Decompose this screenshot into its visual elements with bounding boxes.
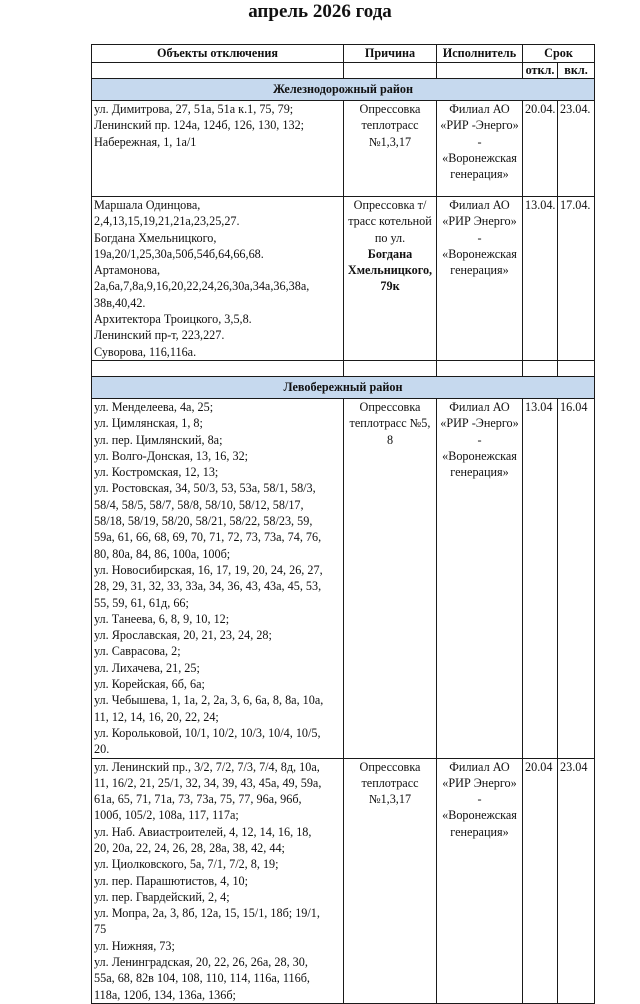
outage-schedule-table xyxy=(91,44,595,1004)
cause-line: 8 xyxy=(386,432,394,447)
off-date: 13.04. xyxy=(523,197,558,361)
header-objects: Объекты отключения xyxy=(92,45,344,63)
table-row xyxy=(92,197,595,361)
cause-line: Опрессовка xyxy=(359,399,421,414)
address-line: 2,4,13,15,19,21,21а,23,25,27. xyxy=(94,214,240,229)
address-line: 58/18, 58/19, 58/20, 58/21, 58/22, 58/23, 59, xyxy=(94,514,313,529)
executor-line: генерация» xyxy=(450,824,509,839)
cause-line: по ул. xyxy=(374,230,406,245)
header-executor: Исполнитель xyxy=(437,45,523,63)
executor-line: Филиал АО xyxy=(449,198,510,212)
address-line: 20. xyxy=(94,742,110,757)
address-line: ул. Менделеева, 4а, 25; xyxy=(94,399,214,414)
cause-line: теплотрасс xyxy=(361,118,419,133)
address-line: Богдана Хмельницкого, xyxy=(94,230,217,245)
address-line: ул. Цимлянская, 1, 8; xyxy=(94,416,203,431)
address-line: ул. пер. Парашютистов, 4, 10; xyxy=(94,873,249,888)
cause-line: 79к xyxy=(380,279,400,294)
executor-line: «РИР -Энерго» xyxy=(440,416,519,431)
executor-line: генерация» xyxy=(450,465,509,480)
header-row xyxy=(92,45,595,63)
address-line: ул. Корейская, 6б, 6а; xyxy=(94,677,205,692)
subheader-empty xyxy=(92,63,344,79)
address-line: ул. Циолковского, 5а, 7/1, 7/2, 8, 19; xyxy=(94,857,279,872)
empty-cell xyxy=(344,360,437,376)
executor-line: Филиал АО xyxy=(449,102,510,116)
address-line: ул. Волго-Донская, 13, 16, 32; xyxy=(94,448,249,463)
address-line: 28, 29, 31, 32, 33, 33а, 34, 36, 43, 43а, 45, 53, xyxy=(94,579,322,594)
subheader-empty xyxy=(437,63,523,79)
address-line: Набережная, 1, 1а/1 xyxy=(94,134,197,149)
address-line: ул. Мопра, 2а, 3, 8б, 12а, 15, 15/1, 18б; 19/1, xyxy=(94,906,320,921)
header-off: откл. xyxy=(523,63,558,79)
cause-line: теплотрасс №5, xyxy=(349,416,431,431)
cause-line: №1,3,17 xyxy=(368,134,412,149)
executor-line: Филиал АО xyxy=(449,399,510,414)
executor-cell xyxy=(437,101,523,197)
cause-cell xyxy=(344,101,437,197)
empty-cell xyxy=(437,360,523,376)
executor-cell xyxy=(437,398,523,758)
executor-line: «Воронежская xyxy=(442,808,517,823)
executor-line: «РИР -Энерго» xyxy=(440,118,519,133)
address-line: 75 xyxy=(94,922,107,937)
executor-line: - xyxy=(477,230,482,245)
address-line: 80, 80а, 84, 86, 100а, 100б; xyxy=(94,546,231,561)
cause-line: Опрессовка т/ xyxy=(353,198,427,212)
header-on: вкл. xyxy=(558,63,595,79)
cause-line: Опрессовка xyxy=(359,759,421,774)
address-line: Маршала Одинцова, xyxy=(94,198,201,212)
on-date: 23.04. xyxy=(558,101,595,197)
address-line: Артамонова, xyxy=(94,263,161,278)
address-line: Архитектора Троицкого, 3,5,8. xyxy=(94,312,252,327)
off-date: 13.04 xyxy=(523,398,558,758)
cause-cell xyxy=(344,398,437,758)
table-row xyxy=(92,101,595,197)
address-line: 20, 20а, 22, 24, 26, 28, 28а, 38, 42, 44; xyxy=(94,840,285,855)
off-date: 20.04. xyxy=(523,101,558,197)
executor-line: генерация» xyxy=(450,263,509,278)
address-line: ул. Нижняя, 73; xyxy=(94,938,175,953)
address-line: ул. Корольковой, 10/1, 10/2, 10/3, 10/4, 10/5, xyxy=(94,725,321,740)
address-line: ул. Саврасова, 2; xyxy=(94,644,181,659)
address-line: ул. Ростовская, 34, 50/3, 53, 53а, 58/1, 58/3, xyxy=(94,481,316,496)
cause-cell xyxy=(344,758,437,1003)
address-line: 59а, 61, 66, 68, 69, 70, 71, 72, 73, 73а, 74, 76, xyxy=(94,530,322,545)
address-line: 11, 16/2, 21, 25/1, 32, 34, 39, 43, 45а, 49, 59а, xyxy=(94,775,322,790)
cause-line: Хмельницкого, xyxy=(347,263,433,278)
address-line: ул. Ярославская, 20, 21, 23, 24, 28; xyxy=(94,628,272,643)
address-line: Суворова, 116,116а. xyxy=(94,344,197,359)
address-line: ул. Чебышева, 1, 1а, 2, 2а, 3, 6, 6а, 8, 8а, 10а, xyxy=(94,693,324,708)
address-line: ул. Димитрова, 27, 51а, 51а к.1, 75, 79; xyxy=(94,102,294,116)
cause-line: Богдана xyxy=(367,246,413,261)
on-date: 23.04 xyxy=(558,758,595,1003)
address-line: 55а, 68, 82в 104, 108, 110, 114, 116а, 116б, xyxy=(94,971,310,986)
objects-cell xyxy=(92,398,344,758)
empty-cell xyxy=(92,360,344,376)
executor-line: «Воронежская xyxy=(442,448,517,463)
executor-line: «РИР Энерго» xyxy=(442,775,517,790)
executor-line: - xyxy=(477,134,482,149)
table-row xyxy=(92,758,595,1003)
executor-line: «Воронежская xyxy=(442,246,517,261)
address-line: Ленинский пр-т, 223,227. xyxy=(94,328,225,343)
address-line: 38в,40,42. xyxy=(94,295,146,310)
address-line: 11, 12, 14, 16, 20, 22, 24; xyxy=(94,709,219,724)
executor-line: Филиал АО xyxy=(449,759,510,774)
empty-cell xyxy=(523,360,558,376)
cause-line: теплотрасс xyxy=(361,775,419,790)
table-row xyxy=(92,398,595,758)
district-row xyxy=(92,376,595,398)
address-line: 19а,20/1,25,30а,50б,54б,64,66,68. xyxy=(94,246,264,261)
district-name: Железнодорожный район xyxy=(92,79,595,101)
district-name: Левобережный район xyxy=(92,376,595,398)
cause-line: №1,3,17 xyxy=(368,792,412,807)
objects-cell xyxy=(92,758,344,1003)
cause-line: Опрессовка xyxy=(359,102,421,116)
executor-line: «РИР Энерго» xyxy=(442,214,517,229)
executor-line: «Воронежская xyxy=(442,150,517,165)
cause-line: трасс котельной xyxy=(348,214,432,229)
empty-row xyxy=(92,360,595,376)
district-row xyxy=(92,79,595,101)
off-date: 20.04 xyxy=(523,758,558,1003)
address-line: Ленинский пр. 124а, 124б, 126, 130, 132; xyxy=(94,118,305,133)
header-term: Срок xyxy=(523,45,595,63)
address-line: 2а,6а,7,8а,9,16,20,22,24,26,30а,34а,36,38а, xyxy=(94,279,310,294)
address-line: ул. Костромская, 12, 13; xyxy=(94,465,219,480)
executor-cell xyxy=(437,197,523,361)
executor-cell xyxy=(437,758,523,1003)
on-date: 16.04 xyxy=(558,398,595,758)
objects-cell xyxy=(92,197,344,361)
address-line: ул. Наб. Авиастроителей, 4, 12, 14, 16, 18, xyxy=(94,824,312,839)
address-line: 55, 59, 61, 61д, 66; xyxy=(94,595,189,610)
executor-line: генерация» xyxy=(450,167,509,182)
address-line: 100б, 105/2, 108а, 117, 117а; xyxy=(94,808,239,823)
on-date: 17.04. xyxy=(558,197,595,361)
address-line: ул. Новосибирская, 16, 17, 19, 20, 24, 26, 27, xyxy=(94,562,323,577)
subheader-empty xyxy=(344,63,437,79)
subheader-row xyxy=(92,63,595,79)
address-line: 118а, 120б, 134, 136а, 136б; xyxy=(94,987,236,1002)
page-title: апрель 2026 года xyxy=(248,1,392,22)
executor-line: - xyxy=(477,792,482,807)
address-line: ул. Ленинградская, 20, 22, 26, 26а, 28, 30, xyxy=(94,955,308,970)
address-line: ул. пер. Цимлянский, 8а; xyxy=(94,432,223,447)
address-line: ул. Танеева, 6, 8, 9, 10, 12; xyxy=(94,611,230,626)
objects-cell xyxy=(92,101,344,197)
address-line: ул. Ленинский пр., 3/2, 7/2, 7/3, 7/4, 8д, 10а, xyxy=(94,759,320,774)
address-line: 58/4, 58/5, 58/7, 58/8, 58/10, 58/12, 58/17, xyxy=(94,497,304,512)
address-line: 61а, 65, 71, 71а, 73, 73а, 75, 77, 96а, 96б, xyxy=(94,792,302,807)
executor-line: - xyxy=(477,432,482,447)
empty-cell xyxy=(558,360,595,376)
address-line: ул. пер. Гвардейский, 2, 4; xyxy=(94,889,230,904)
address-line: ул. Лихачева, 21, 25; xyxy=(94,660,200,675)
cause-cell xyxy=(344,197,437,361)
header-cause: Причина xyxy=(344,45,437,63)
